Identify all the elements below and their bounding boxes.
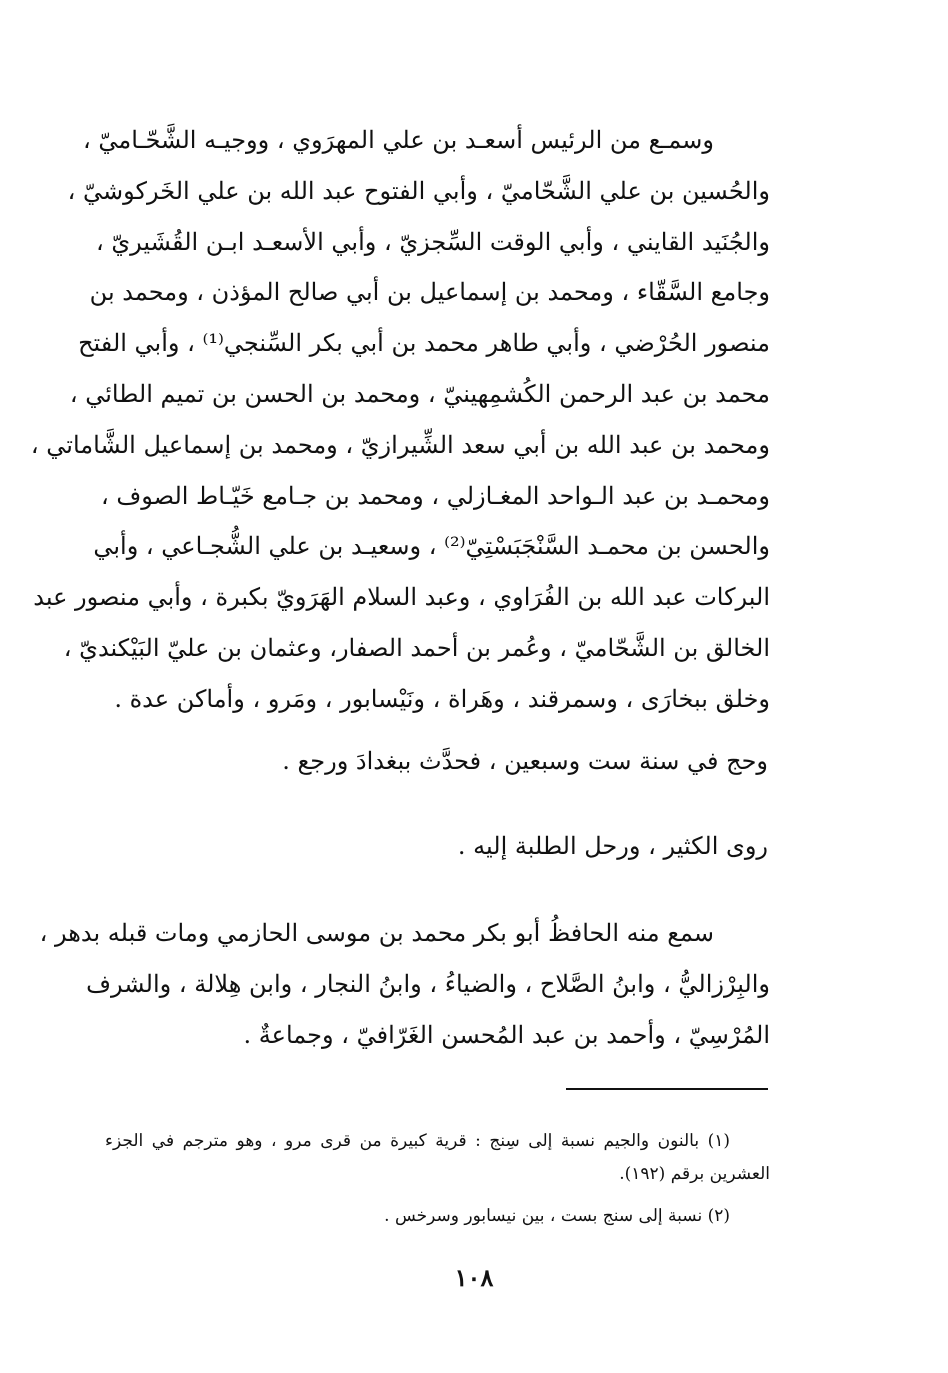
page-number: ١٠٨ [454,1263,494,1292]
text-line: سمع منه الحافظُ أبو بكر محمد بن موسى الحازمي ومات قبله بدهر ، [39,919,714,947]
text-line: والحسن بن محمـد السَّنْجَبَسْتِيّ⁽²⁾ ، وسعيـد بن علي الشُّجـاعي ، وأبي [93,532,770,561]
text-line: منصور الحُرْضي ، وأبي طاهر محمد بن أبي بكر السِّنجي⁽¹⁾ ، وأبي الفتح [78,329,770,358]
main-paragraph [30,115,770,725]
text-line: والجُنَيد القايني ، وأبي الوقت السِّجزيّ ، وأبي الأسعـد ابـن القُشَيريّ ، [96,227,770,256]
text-line: ومحمد بن عبد الله بن أبي سعد الشِّيرازيّ ، ومحمد بن إسماعيل الشَّاماتي ، [30,430,770,459]
text-line: وجامع السَّقّاء ، ومحمد بن إسماعيل بن أبي صالح المؤذن ، ومحمد بن [89,278,770,307]
footnote-1 [105,1125,770,1191]
footnote-2: (٢) نسبة إلى سنج بست ، بين نيسابور وسرخس . [384,1206,730,1226]
text-line: الخالق بن الشَّحّاميّ ، وعُمر بن أحمد الصفار، وعثمان بن عليّ البَيْكنديّ ، [63,633,770,662]
text-line: وسمـع من الرئيس أسعـد بن علي المهرَوي ، ووجيـه الشَّحّـاميّ ، [82,126,714,154]
students-paragraph [39,908,770,1060]
text-line: المُرْسِيّ ، وأحمد بن عبد المُحسن الغَرّافيّ ، وجماعةٌ . [243,1020,770,1049]
text-line: محمد بن عبد الرحمن الكُشمِهينيّ ، ومحمد بن الحسن بن تميم الطائي ، [69,379,770,408]
text-line: وخلق ببخارَى ، وسمرقند ، وهَراة ، ونَيْسابور ، ومَرو ، وأماكن عدة . [114,684,770,713]
text-line: البركات عبد الله بن الفُرَاوي ، وعبد السلام الهَرَويّ بكبرة ، وأبي منصور عبد [33,583,770,612]
narration-line: روى الكثير ، ورحل الطلبة إليه . [457,832,768,860]
footnote-divider [566,1088,768,1090]
text-line: والبِرْزاليُّ ، وابنُ الصَّلاح ، والضياءُ ، وابنُ النجار ، وابن هِلالة ، والشرف [86,969,770,998]
footnote-line: (١) بالنون والجيم نسبة إلى سِنج : قرية كبيرة من قرى مرو ، وهو مترجم في الجزء [105,1131,730,1151]
footnotes [105,1125,770,1233]
text-line: والحُسين بن علي الشَّحّاميّ ، وأبي الفتوح عبد الله بن علي الخَركوشيّ ، [67,176,770,205]
text-line: ومحمـد بن عبد الـواحد المغـازلي ، ومحمد بن جـامع خَيّـاط الصوف ، [100,481,770,510]
hajj-line: وحج في سنة ست وسبعين ، فحدَّث ببغدادَ ورجع . [282,747,768,775]
footnote-line: العشرين برقم (١٩٢). [619,1164,770,1184]
